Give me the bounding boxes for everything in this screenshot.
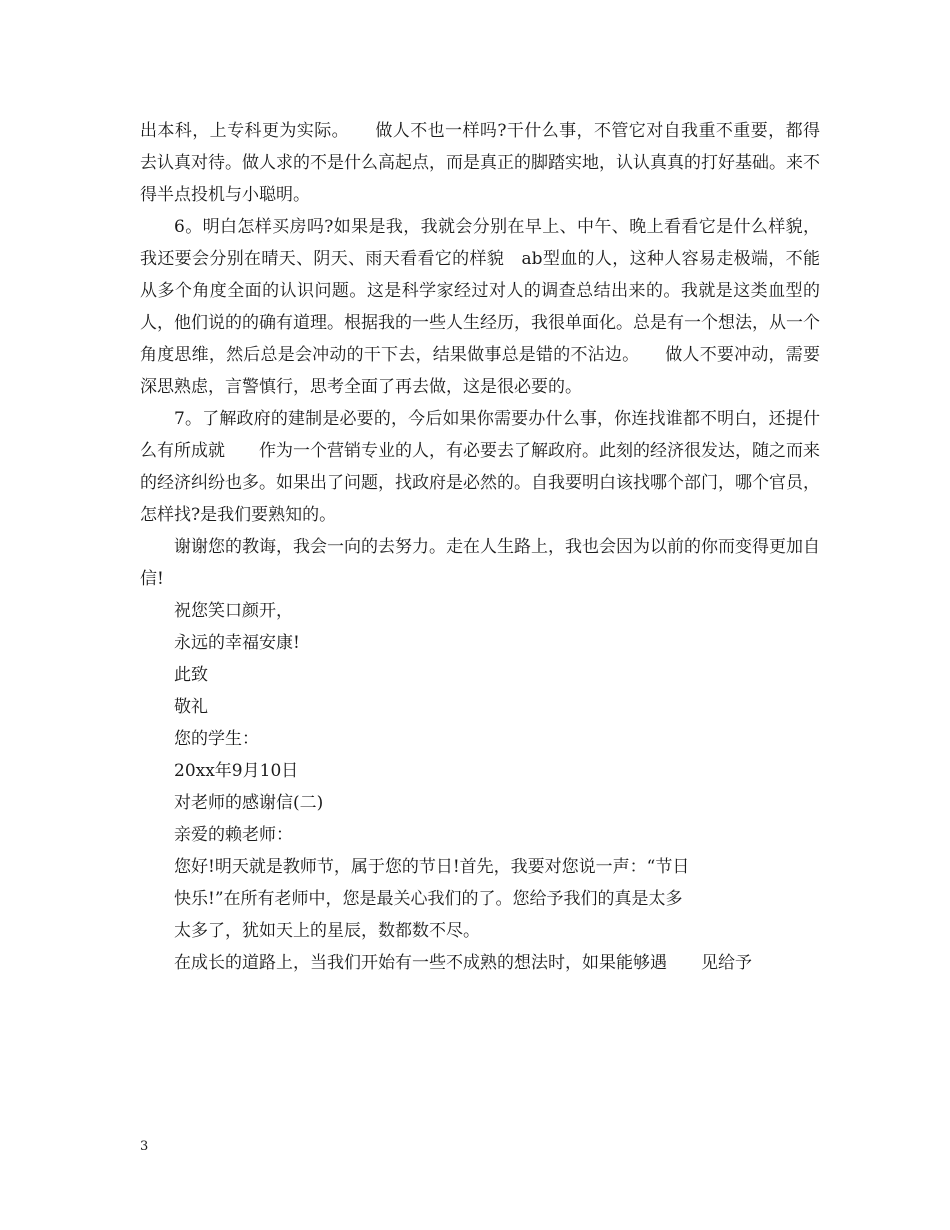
letter2-line-3: 太多了，犹如天上的星辰，数都数不尽。 — [174, 921, 480, 941]
paragraph-2: 6。明白怎样买房吗?如果是我，我就会分别在早上、中午、晚上看看它是什么样貌，我还要会分别在晴天、阴天、雨天看看它的样貌 ab型血的人，这种人容易走极端，不能从多个角度全面的认识问题。这是科学家经过对人的调查总结出来的。我就是这类血型的人，他们说的的确有道理。根据我的一些人生经历，我很单面化。总是有一个想法，从一个角度思维，然后总是会冲动的干下去，结果做事总是错的不沾边。 做人不要冲动，需要深思熟虑，言警慎行，思考全面了再去做，这是很必要的。 — [140, 217, 820, 397]
paragraph-4: 谢谢您的教诲，我会一向的去努力。走在人生路上，我也会因为以前的你而变得更加自信! — [140, 537, 820, 589]
letter2-line-1: 您好!明天就是教师节，属于您的节日!首先，我要对您说一声：“节日 — [174, 857, 690, 877]
letter2-title: 对老师的感谢信(二) — [174, 793, 324, 813]
letter2-greeting: 亲爱的赖老师： — [174, 825, 293, 845]
document-body — [140, 115, 820, 979]
paragraph-1: 出本科，上专科更为实际。 做人不也一样吗?干什么事，不管它对自我重不重要，都得去认真对待。做人求的不是什么高起点，而是真正的脚踏实地，认认真真的打好基础。来不得半点投机与小聪明。 — [140, 121, 820, 205]
paragraph-3: 7。了解政府的建制是必要的，今后如果你需要办什么事，你连找谁都不明白，还提什么有所成就 作为一个营销专业的人，有必要去了解政府。此刻的经济很发达，随之而来的经济纠纷也多。如果出了问题，找政府是必然的。自我要明白该找哪个部门，哪个官员，怎样找?是我们要熟知的。 — [140, 409, 820, 525]
letter2-line-2: 快乐!”在所有老师中，您是最关心我们的了。您给予我们的真是太多 — [174, 889, 683, 909]
closing-wish-2: 永远的幸福安康! — [174, 633, 300, 653]
letter2-line-4: 在成长的道路上，当我们开始有一些不成熟的想法时，如果能够遇 见给予 — [174, 953, 752, 973]
closing-wish-1: 祝您笑口颜开， — [174, 601, 293, 621]
page-number: 3 — [140, 1139, 149, 1154]
closing-salute-1: 此致 — [174, 665, 208, 685]
closing-signature: 您的学生： — [174, 729, 259, 749]
closing-salute-2: 敬礼 — [174, 697, 208, 717]
closing-date: 20xx年9月10日 — [174, 761, 299, 781]
